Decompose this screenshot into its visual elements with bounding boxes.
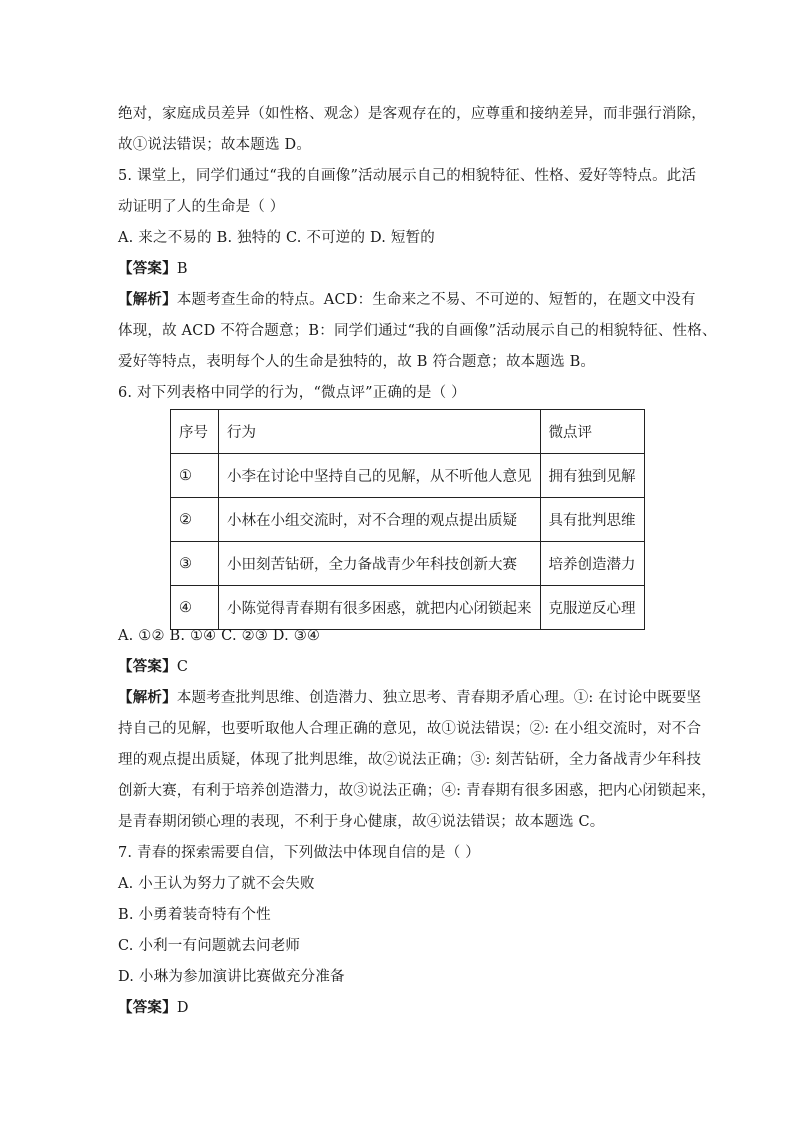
question-7-answer (118, 998, 189, 1018)
table-header-cell: 行为 (219, 410, 541, 454)
question-7-stem: 7. 青春的探索需要自信，下列做法中体现自信的是（ ） (118, 845, 480, 861)
question-7-option-c: C. 小利一有问题就去问老师 (118, 938, 301, 954)
table-header-row (171, 410, 645, 454)
question-6-stem: 6. 对下列表格中同学的行为，“微点评”正确的是（ ） (118, 385, 466, 401)
table-cell: ① (171, 454, 219, 498)
table-cell: 小陈觉得青春期有很多困惑，就把内心闭锁起来 (219, 586, 541, 630)
question-6-answer (118, 657, 188, 677)
table-row (171, 542, 645, 586)
question-5-explanation: 爱好等特点，表明每个人的生命是独特的，故 B 符合题意；故本题选 B。 (118, 354, 596, 370)
table-cell: ④ (171, 586, 219, 630)
table-row (171, 586, 645, 630)
answer-value: C (176, 659, 189, 675)
table-cell: 小李在讨论中坚持自己的见解，从不听他人意见 (219, 454, 541, 498)
question-5-explanation: 体现，故 ACD 不符合题意；B：同学们通过“我的自画像”活动展示自己的相貌特征、性格、 (118, 323, 717, 339)
answer-value: D (176, 1000, 189, 1016)
question-7-option-a: A. 小王认为努力了就不会失败 (118, 876, 315, 892)
question-5-stem: 5. 课堂上，同学们通过“我的自画像”活动展示自己的相貌特征、性格、爱好等特点。此活 (118, 168, 697, 184)
answer-tag: 【答案】 (118, 260, 177, 277)
question-6-explanation: 是青春期闭锁心理的表现，不利于身心健康，故④说法错误；故本题选 C。 (118, 814, 605, 830)
table-row (171, 454, 645, 498)
table-cell: 小林在小组交流时，对不合理的观点提出质疑 (219, 498, 541, 542)
question-7-option-d: D. 小琳为参加演讲比赛做充分准备 (118, 969, 345, 985)
question-6-explanation (118, 688, 701, 708)
table-header-cell: 序号 (171, 410, 219, 454)
table-cell: ③ (171, 542, 219, 586)
behavior-table (170, 409, 645, 630)
question-6-explanation: 持自己的见解，也要听取他人合理正确的意见，故①说法错误；②: 在小组交流时，对不合 (118, 721, 702, 737)
explanation-text: 本题考查批判思维、创造潜力、独立思考、青春期矛盾心理。①: 在讨论中既要坚 (176, 690, 702, 706)
table-cell: 具有批判思维 (540, 498, 644, 542)
answer-tag: 【答案】 (118, 658, 177, 675)
table-cell: 小田刻苦钻研，全力备战青少年科技创新大赛 (219, 542, 541, 586)
explanation-tag: 【解析】 (118, 689, 177, 706)
question-6-explanation: 理的观点提出质疑，体现了批判思维，故②说法正确；③: 刻苦钻研，全力备战青少年科技 (118, 752, 702, 768)
table-cell: 培养创造潜力 (540, 542, 644, 586)
table-header-cell: 微点评 (540, 410, 644, 454)
answer-value: B (176, 261, 188, 277)
question-6-options: A. ①② B. ①④ C. ②③ D. ③④ (118, 628, 321, 644)
question-5-stem: 动证明了人的生命是（ ） (118, 199, 285, 215)
question-5-options: A. 来之不易的 B. 独特的 C. 不可逆的 D. 短暂的 (118, 230, 436, 246)
text-line: 故①说法错误；故本题选 D。 (118, 137, 312, 153)
question-7-option-b: B. 小勇着装奇特有个性 (118, 907, 271, 923)
explanation-tag: 【解析】 (118, 291, 177, 308)
table-cell: 克服逆反心理 (540, 586, 644, 630)
question-5-explanation (118, 290, 696, 310)
table-row (171, 498, 645, 542)
question-5-answer (118, 259, 188, 279)
table-cell: ② (171, 498, 219, 542)
answer-tag: 【答案】 (118, 999, 177, 1016)
explanation-text: 本题考查生命的特点。ACD：生命来之不易、不可逆的、短暂的，在题文中没有 (176, 292, 696, 308)
question-6-explanation: 创新大赛，有利于培养创造潜力，故③说法正确；④: 青春期有很多困惑，把内心闭锁起来， (118, 783, 716, 799)
table-cell: 拥有独到见解 (540, 454, 644, 498)
text-line: 绝对，家庭成员差异（如性格、观念）是客观存在的，应尊重和接纳差异，而非强行消除， (118, 106, 706, 122)
